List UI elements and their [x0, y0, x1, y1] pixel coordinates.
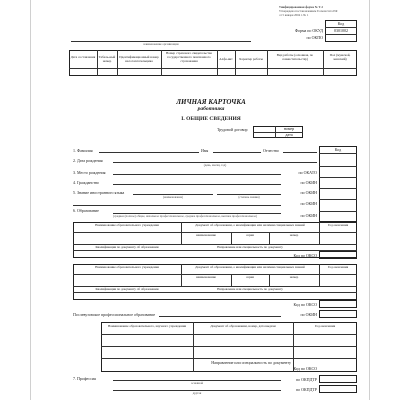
- form-line-2: Утверждена постановлением Госкомстата РФ: [279, 9, 338, 13]
- profession-label: 7. Профессия: [73, 376, 96, 381]
- okpdtr2-box[interactable]: [319, 385, 357, 393]
- edu1-year-label: Год окончания: [327, 223, 349, 227]
- field-patronymic-label: Отчество: [263, 148, 279, 153]
- postgrad-okso-label: Код по ОКСО: [293, 366, 317, 371]
- postgrad-inst-label: Наименование образовательного, научного учреждения: [107, 324, 187, 328]
- okpdtr-label: по ОКПДТР: [296, 377, 317, 382]
- postgrad-doc-label: Документ об образовании, номер, дата выдачи: [210, 324, 276, 328]
- form-line-3: от 5 января 2004 г. № 1: [279, 13, 309, 17]
- edu2-series-col: серия: [246, 275, 254, 279]
- okud-value: 0301002: [334, 28, 348, 33]
- edu2-doc-label: Документ об образовании, о квалификации или наличии специальных знаний: [195, 265, 305, 269]
- contract-label: Трудовой договор: [217, 127, 248, 132]
- form-line-1: Унифицированная форма № Т-2: [279, 5, 323, 9]
- card-title: ЛИЧНАЯ КАРТОЧКА: [176, 98, 246, 106]
- edu2-year-label: Год окончания: [327, 265, 349, 269]
- birthplace-line[interactable]: [113, 174, 281, 175]
- edu2-okso-label: Код по ОКСО: [293, 302, 317, 307]
- patronymic-line[interactable]: [283, 152, 317, 153]
- edu2-name-col: наименование: [196, 275, 216, 279]
- edu2-inst-label: Наименование образовательного учреждения: [95, 265, 159, 269]
- col-header: Характер работы: [239, 57, 263, 61]
- language-caption: (наименование): [162, 195, 184, 199]
- okpdtr-box[interactable]: [319, 375, 357, 383]
- okin-label: по ОКИН: [300, 180, 317, 185]
- col-header: Дата составления: [70, 55, 96, 59]
- contract-date: дата: [285, 132, 293, 137]
- col-header: Алфа-вит: [219, 57, 233, 61]
- field-citizenship-label: 4. Гражданство: [73, 180, 99, 185]
- postgrad-okin-box[interactable]: [319, 310, 357, 318]
- col-header: Вид работы (основная, по совместительству): [276, 53, 314, 61]
- okin3-label: по ОКИН: [300, 201, 317, 206]
- education-caption: (среднее (полное) общее, начальное профессиональное, среднее профессиональное, высшее профессиональное): [113, 214, 257, 218]
- contract-number: номер: [283, 126, 295, 131]
- postgrad-okin-label: по ОКИН: [300, 312, 317, 317]
- edu2-okso-box[interactable]: [319, 300, 357, 308]
- col-header: Табель-ный номер: [98, 55, 116, 63]
- edu2-spec-label: Направление или специальность по документу: [217, 287, 283, 291]
- okpo-label: по ОКПО: [306, 35, 323, 40]
- edu1-doc-label: Документ об образовании, о квалификации или наличии специальных знаний: [195, 223, 305, 227]
- field-birthdate-label: 2. Дата рождения: [73, 158, 103, 163]
- edu1-inst-label: Наименование образовательного учреждения: [95, 223, 159, 227]
- field-surname-label: 1. Фамилия: [73, 148, 93, 153]
- edu2-number-col: номер: [289, 275, 299, 279]
- okin4-label: по ОКИН: [300, 213, 317, 218]
- card-subtitle: работника: [197, 106, 225, 112]
- postgrad-spec-label: Направление или специальность по документу: [211, 360, 291, 365]
- okud-label: Форма по ОКУД: [294, 28, 323, 33]
- postgrad-line[interactable]: [159, 316, 281, 317]
- field-birthplace-label: 3. Место рождения: [73, 170, 106, 175]
- okato-label: по ОКАТО: [298, 170, 317, 175]
- field-language-label: 5. Знание иностранного языка: [73, 190, 125, 195]
- edu1-spec-label: Направление или специальность по документу: [217, 245, 283, 249]
- edu1-series-col: серия: [246, 233, 254, 237]
- profession-main-caption: основной: [190, 381, 204, 385]
- col-header: Пол (мужской, женский): [329, 53, 351, 61]
- section-title: I. ОБЩИЕ СВЕДЕНИЯ: [181, 116, 241, 122]
- name-line[interactable]: [213, 152, 261, 153]
- document-page: [30, 0, 370, 400]
- edu1-okso-box[interactable]: [319, 251, 357, 259]
- field-name-label: Имя: [201, 148, 209, 153]
- okin2-label: по ОКИН: [300, 190, 317, 195]
- profession-other-caption: другая: [192, 391, 202, 395]
- birthdate-caption: (день, месяц, год): [203, 163, 227, 167]
- field-education-label: 6. Образование: [73, 208, 99, 213]
- extra-line[interactable]: [73, 205, 281, 206]
- edu2-qual-label: Квалификация по документу об образовании: [95, 287, 159, 291]
- edu-table-2: [73, 264, 357, 300]
- org-caption: наименование организации: [143, 42, 179, 46]
- edu1-number-col: номер: [289, 233, 299, 237]
- edu1-qual-label: Квалификация по документу об образовании: [95, 245, 159, 249]
- citizenship-line[interactable]: [113, 184, 281, 185]
- okpdtr2-label: по ОКПДТР: [296, 387, 317, 392]
- edu1-okso-label: Код по ОКСО: [293, 253, 317, 258]
- surname-line[interactable]: [99, 152, 199, 153]
- edu1-name-col: наименование: [196, 233, 216, 237]
- kod-label: Код: [337, 21, 345, 26]
- postgrad-year-label: Год окончания: [314, 324, 336, 328]
- codes-kod-label: Код: [334, 147, 342, 152]
- language-level-caption: (степень знания): [238, 195, 260, 199]
- col-header: Идентификационный номер налогоплательщика: [119, 55, 159, 63]
- col-header: Номер страхового свидетельства государственного пенсионного страхования: [166, 51, 212, 63]
- postgrad-label: Послевузовское профессиональное образование: [73, 312, 156, 317]
